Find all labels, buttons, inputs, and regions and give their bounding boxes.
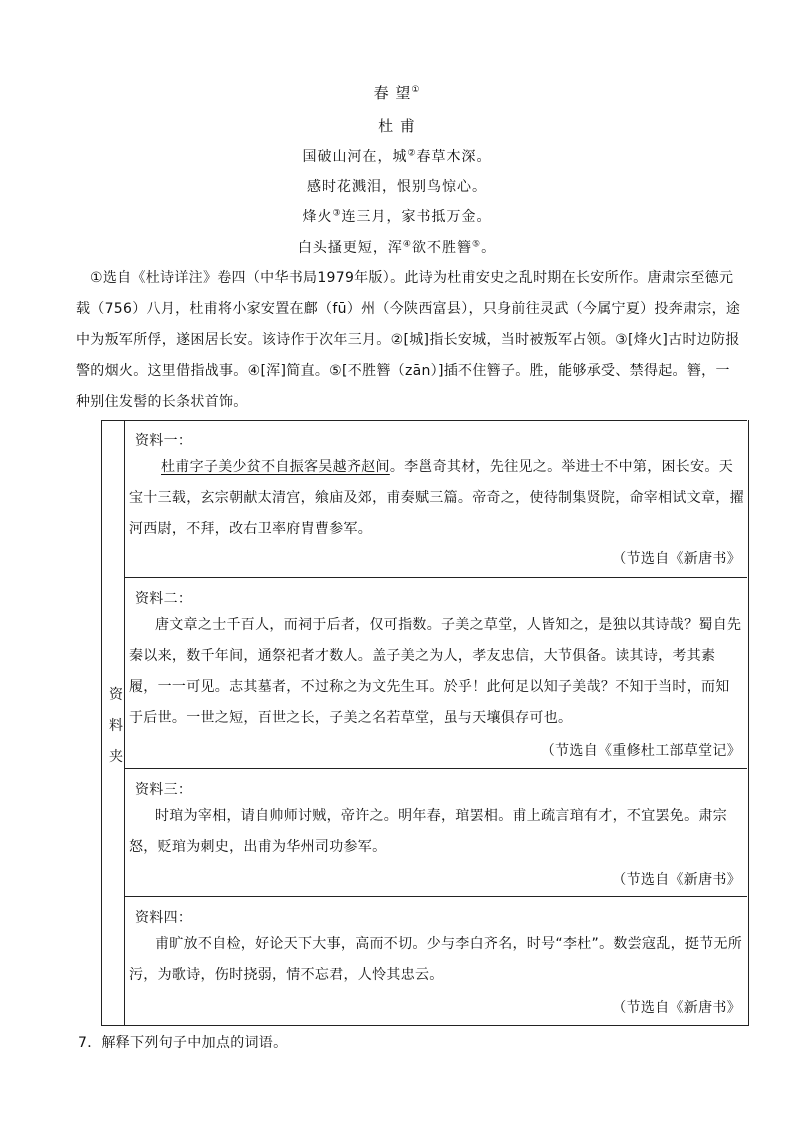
footnote-marker: ④: [402, 239, 412, 250]
material-text: 甫旷放不自检，好论天下大事，高而不切。少与李白齐名，时号“李杜”。数尝寇乱，挺节无所污，为歌诗，伤时挠弱，情不忘君，人怜其忠云。: [129, 936, 743, 983]
material-source: （节选自《新唐书》: [612, 551, 741, 567]
poem-annotations: ①选自《杜诗详注》卷四（中华书局1979年版）。此诗为杜甫安史之乱时期在长安所作。唐肃宗至德元载（756）八月，杜甫将小家安置在鄜（fū）州（今陕西富县），只身前往灵武（今属宁夏）投奔肃宗，途中为叛军所俘，遂困居长安。该诗作于次年三月。②[城]指长安城，当时被叛军占领。③[烽火]古时边防报警的烟火。这里借指战事。④[浑]简直。⑤[不胜簪（zān）]插不住簪子。胜，能够承受、禁得起。簪，一种别住发髻的长条状首饰。: [76, 270, 741, 410]
poem-author: 杜 甫: [378, 117, 416, 135]
materials-side-label: 资 料 夹: [109, 687, 123, 765]
material-two: [124, 578, 747, 769]
material-one: [124, 420, 747, 578]
material-text: 时琯为宰相，请自帅师讨贼，帝许之。明年春，琯罢相。甫上疏言琯有才，不宜罢免。肃宗怒，贬琯为刺史，出甫为华州司功参军。: [129, 808, 727, 855]
material-source: （节选自《新唐书》: [612, 872, 741, 888]
question-7: 7．解释下列句子中加点的词语。: [78, 1035, 288, 1051]
material-text: 杜甫字子美少贫不自振客吴越齐赵间。李邕奇其材，先往见之。举进士不中第，困长安。天宝十三载，玄宗朝献太清宫，飨庙及郊，甫奏赋三篇。帝奇之，使待制集贤院，命宰相试文章，擢河西尉，不拜，改右卫率府胄曹参军。: [129, 459, 744, 537]
footnote-marker: ①: [411, 85, 421, 95]
material-heading: 资料四：: [135, 910, 193, 926]
material-source: （节选自《重修杜工部草堂记》: [540, 743, 741, 759]
material-source: （节选自《新唐书》: [612, 1000, 741, 1016]
poem-line: 白头搔更短，浑④欲不胜簪⑤。: [297, 239, 497, 256]
poem-title: 春 望①: [373, 84, 421, 102]
underlined-sentence: 杜甫字子美少贫不自振客吴越齐赵间: [161, 459, 390, 475]
poem-line: 烽火③连三月，家书抵万金。: [302, 208, 492, 225]
material-heading: 资料一：: [135, 433, 193, 449]
material-four: [124, 897, 747, 1025]
footnote-marker: ⑤: [472, 239, 482, 250]
poem-line: 感时花溅泪，恨别鸟惊心。: [307, 179, 487, 195]
footnote-marker: ③: [332, 208, 342, 219]
footnote-marker: ②: [407, 148, 417, 159]
material-three: [124, 769, 747, 897]
material-heading: 资料三：: [135, 782, 193, 798]
poem-line: 国破山河在，城②春草木深。: [302, 148, 492, 165]
material-heading: 资料二：: [135, 591, 193, 607]
material-text: 唐文章之士千百人，而祠于后者，仅可指数。子美之草堂，人皆知之，是独以其诗哉？蜀自先秦以来，数千年间，通祭祀者才数人。盖子美之为人，孝友忠信，大节俱备。读其诗，考其素履，一一可见。志其墓者，不过称之为文先生耳。於乎！此何足以知子美哉？不知于当时，而知于后世。一世之短，百世之长，子美之名若草堂，虽与天壤俱存可也。: [129, 617, 742, 726]
